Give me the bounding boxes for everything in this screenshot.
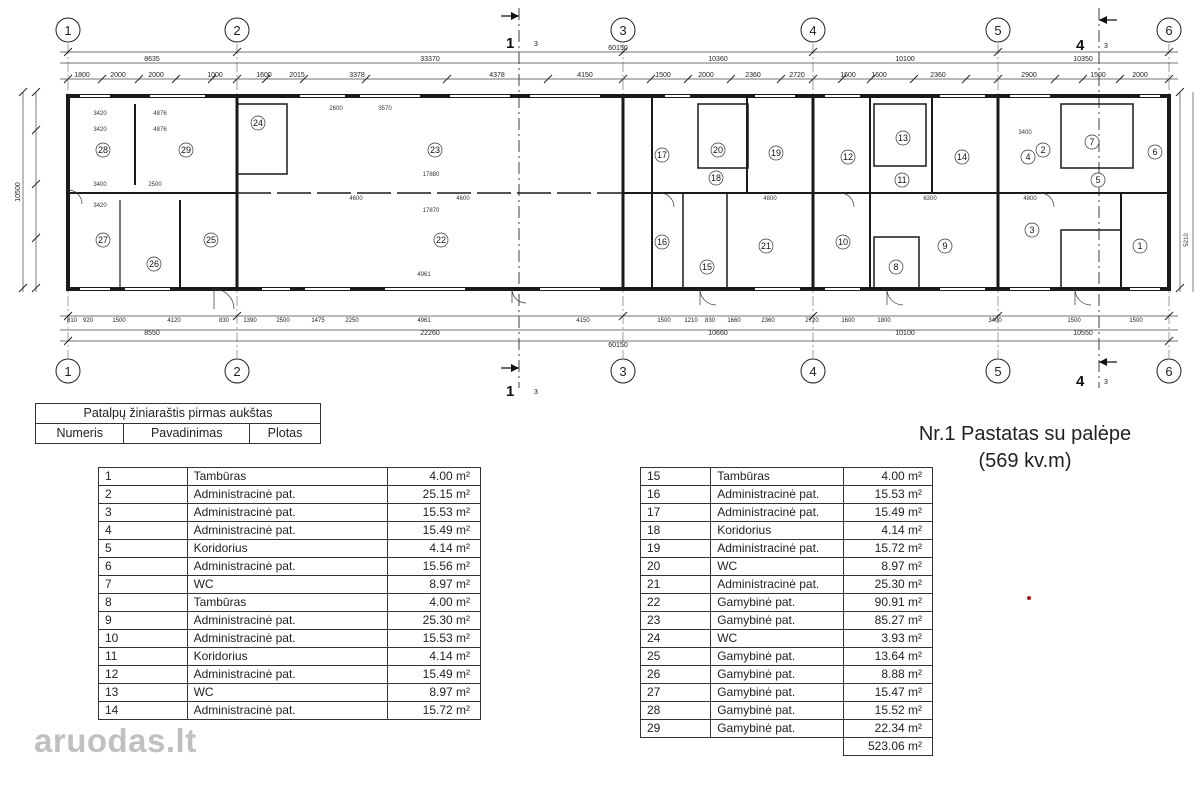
dimension-label: 830 <box>704 318 716 324</box>
dimension-label: 3420 <box>93 203 107 209</box>
axis-label: 1 <box>64 23 72 38</box>
room-number: 3 <box>1029 225 1035 235</box>
room-number: 13 <box>897 133 909 143</box>
dimension-label: 1600 <box>840 72 856 79</box>
room-number: 16 <box>656 237 668 247</box>
dimension-label: 4961 <box>417 318 431 324</box>
room-number: 22 <box>435 235 447 245</box>
room-number-cell: 2 <box>99 486 188 504</box>
room-name-cell: Administracinė pat. <box>711 576 844 594</box>
room-area-cell: 15.53 m² <box>388 504 481 522</box>
dimension-label: 1000 <box>207 72 223 79</box>
room-number-cell: 11 <box>99 648 188 666</box>
room-name-cell: Koridorius <box>187 540 388 558</box>
table-row <box>99 576 481 594</box>
room-area-cell: 4.00 m² <box>388 594 481 612</box>
room-number: 11 <box>897 175 907 185</box>
dimension-label: 17880 <box>422 172 440 178</box>
table-row <box>99 486 481 504</box>
room-name-cell: Administracinė pat. <box>187 558 388 576</box>
dimension-label: 1600 <box>871 72 887 79</box>
dimension-label: 1475 <box>311 318 325 324</box>
section-sub: 3 <box>1104 379 1108 386</box>
table-row <box>99 684 481 702</box>
room-schedule-left <box>98 467 481 720</box>
table-row <box>641 576 933 594</box>
table-row <box>99 540 481 558</box>
room-number-cell: 18 <box>641 522 711 540</box>
watermark-logo: aruodas.lt <box>34 722 197 759</box>
dimension-label: 1500 <box>1090 72 1106 79</box>
room-number-cell: 26 <box>641 666 711 684</box>
table-row <box>99 594 481 612</box>
axis-label: 1 <box>64 364 72 379</box>
schedule-title: Patalpų žiniaraštis pirmas aukštas <box>36 404 321 424</box>
room-area-cell: 4.00 m² <box>844 468 933 486</box>
dimension-label: 10360 <box>708 56 728 63</box>
room-area-cell: 15.47 m² <box>844 684 933 702</box>
room-area-cell: 4.00 m² <box>388 468 481 486</box>
room-number: 24 <box>252 118 264 128</box>
room-name-cell: Gamybinė pat. <box>711 594 844 612</box>
dimension-label: 1500 <box>1067 318 1081 324</box>
room-number-cell: 7 <box>99 576 188 594</box>
room-name-cell: Gamybinė pat. <box>711 720 844 738</box>
dimension-label: 60150 <box>608 342 628 349</box>
room-number-cell: 17 <box>641 504 711 522</box>
dimension-label: 2015 <box>289 72 305 79</box>
dimension-label: 2360 <box>745 72 761 79</box>
door-swings <box>68 190 1091 309</box>
axis-label: 5 <box>994 364 1002 379</box>
table-row <box>641 630 933 648</box>
dimension-label: 3420 <box>93 127 107 133</box>
room-name-cell: WC <box>711 558 844 576</box>
room-number: 7 <box>1089 137 1095 147</box>
room-number: 19 <box>770 148 782 158</box>
dimension-label: 1500 <box>1129 318 1143 324</box>
dimension-label: 33370 <box>420 56 440 63</box>
dimension-label: 2500 <box>276 318 290 324</box>
dimension-label: 5210 <box>1184 233 1190 247</box>
room-number-cell: 22 <box>641 594 711 612</box>
dimension-label: 2360 <box>761 318 775 324</box>
axis-label: 6 <box>1165 23 1173 38</box>
dimension-label: 2000 <box>110 72 126 79</box>
room-number-cell: 4 <box>99 522 188 540</box>
dimension-label: 830 <box>218 318 230 324</box>
room-area-cell: 4.14 m² <box>388 648 481 666</box>
room-number: 2 <box>1040 145 1046 155</box>
door-icon <box>700 289 716 305</box>
room-area-cell: 8.88 m² <box>844 666 933 684</box>
room-number: 25 <box>205 235 217 245</box>
door-icon <box>214 289 234 309</box>
room-number: 5 <box>1095 175 1101 185</box>
room-number-cell: 23 <box>641 612 711 630</box>
axis-bubbles-bottom <box>56 359 1181 383</box>
dimension-texts-bottom <box>67 318 1143 349</box>
dimension-label: 8635 <box>144 56 160 63</box>
dimension-label: 2900 <box>1021 72 1037 79</box>
axis-label: 3 <box>619 364 627 379</box>
room-number: 14 <box>956 152 968 162</box>
room-name-cell: Administracinė pat. <box>187 612 388 630</box>
room-name-cell: WC <box>187 576 388 594</box>
dimension-label: 10660 <box>708 330 728 337</box>
dimension-label: 3420 <box>93 111 107 117</box>
dimension-label: 3400 <box>93 182 107 188</box>
dimension-label: 4600 <box>349 196 363 202</box>
dimension-label: 1600 <box>841 318 855 324</box>
room-number: 10 <box>837 237 849 247</box>
room-name-cell: Koridorius <box>711 522 844 540</box>
room-name-cell: Administracinė pat. <box>187 630 388 648</box>
room-area-cell: 15.72 m² <box>388 702 481 720</box>
room-name-cell: Gamybinė pat. <box>711 648 844 666</box>
dimension-label: 1500 <box>112 318 126 324</box>
dimension-label: 1800 <box>74 72 90 79</box>
dimension-label: 2000 <box>1132 72 1148 79</box>
room-number-cell: 24 <box>641 630 711 648</box>
building-area: (569 kv.m) <box>978 450 1072 472</box>
table-row <box>641 486 933 504</box>
dimension-label: 2720 <box>789 72 805 79</box>
table-row <box>99 630 481 648</box>
dimension-label: 3400 <box>988 318 1002 324</box>
room-number: 20 <box>712 145 724 155</box>
dimension-label: 17870 <box>422 208 440 214</box>
marker-dot <box>1027 596 1031 600</box>
room-number: 26 <box>148 259 160 269</box>
dimension-label: 8550 <box>144 330 160 337</box>
room-area-cell: 4.14 m² <box>844 522 933 540</box>
room-area-cell: 15.49 m² <box>388 666 481 684</box>
room-name-cell: WC <box>711 630 844 648</box>
dimension-label: 2500 <box>148 182 162 188</box>
room-number: 17 <box>656 150 668 160</box>
dimension-label: 1800 <box>877 318 891 324</box>
dimension-label: 2250 <box>345 318 359 324</box>
table-row <box>99 558 481 576</box>
room-area-cell: 22.34 m² <box>844 720 933 738</box>
room-number: 9 <box>942 241 948 251</box>
dimension-label: 920 <box>82 318 94 324</box>
room-area-cell: 8.97 m² <box>844 558 933 576</box>
room-area-cell: 8.97 m² <box>388 684 481 702</box>
room-number-cell: 27 <box>641 684 711 702</box>
wc-block <box>1061 104 1133 168</box>
dimension-label: 10100 <box>895 330 915 337</box>
room-area-cell: 15.72 m² <box>844 540 933 558</box>
section-label: 1 <box>506 383 515 400</box>
arrowhead-icon <box>1099 16 1107 24</box>
room-name-cell: Koridorius <box>187 648 388 666</box>
room-name-cell: Administracinė pat. <box>187 504 388 522</box>
room-number: 1 <box>1137 241 1143 251</box>
axis-label: 2 <box>233 364 241 379</box>
axis-gridlines <box>68 44 1169 358</box>
room-number-cell: 19 <box>641 540 711 558</box>
room-area-cell: 15.49 m² <box>388 522 481 540</box>
dimension-label: 1500 <box>657 318 671 324</box>
axis-label: 3 <box>619 23 627 38</box>
room-number: 27 <box>97 235 109 245</box>
room-name-cell: Tambūras <box>711 468 844 486</box>
wc-block <box>698 104 748 168</box>
dimension-label: 3400 <box>1018 130 1032 136</box>
room-number-cell: 16 <box>641 486 711 504</box>
dimension-label: 4378 <box>489 72 505 79</box>
room-name-cell: Administracinė pat. <box>711 486 844 504</box>
dimension-label: 10350 <box>1073 56 1093 63</box>
dimension-ticks <box>19 48 1184 345</box>
room-number-cell: 9 <box>99 612 188 630</box>
dimension-label: 3570 <box>378 106 392 112</box>
dimension-label: 4120 <box>167 318 181 324</box>
table-row <box>641 504 933 522</box>
room-name-cell: Administracinė pat. <box>187 702 388 720</box>
room-number-cell: 3 <box>99 504 188 522</box>
dimension-label: 2720 <box>805 318 819 324</box>
room-number-cell: 28 <box>641 702 711 720</box>
wc-block <box>237 104 287 174</box>
arrowhead-icon <box>511 364 519 372</box>
door-icon <box>660 193 674 207</box>
vestibule-block <box>1061 230 1121 288</box>
room-name-cell: Gamybinė pat. <box>711 684 844 702</box>
axis-label: 4 <box>809 364 817 379</box>
room-area-cell: 15.56 m² <box>388 558 481 576</box>
room-area-cell: 4.14 m² <box>388 540 481 558</box>
table-row <box>99 504 481 522</box>
total-row <box>641 738 933 756</box>
room-number-cell: 12 <box>99 666 188 684</box>
table-row <box>99 648 481 666</box>
table-row <box>99 702 481 720</box>
door-icon <box>887 289 903 305</box>
room-name-cell: Administracinė pat. <box>187 486 388 504</box>
room-area-cell: 8.97 m² <box>388 576 481 594</box>
door-icon <box>1040 193 1054 207</box>
room-schedule-right <box>640 467 933 756</box>
arrowhead-icon <box>1099 358 1107 366</box>
building-walls <box>68 96 1169 289</box>
table-row <box>641 666 933 684</box>
room-name-cell: Administracinė pat. <box>187 666 388 684</box>
table-row <box>99 522 481 540</box>
dimension-label: 2600 <box>329 106 343 112</box>
dimension-label: 1660 <box>727 318 741 324</box>
table-row <box>99 468 481 486</box>
room-number: 18 <box>710 173 722 183</box>
dimension-label: 60150 <box>608 45 628 52</box>
room-area-cell: 15.52 m² <box>844 702 933 720</box>
column-header: Pavadinimas <box>124 424 250 444</box>
dimension-label: 4600 <box>456 196 470 202</box>
column-header: Plotas <box>250 424 321 444</box>
axis-label: 4 <box>809 23 817 38</box>
room-number: 23 <box>429 145 441 155</box>
room-name-cell: Gamybinė pat. <box>711 666 844 684</box>
table-row <box>641 522 933 540</box>
room-number-cell: 20 <box>641 558 711 576</box>
room-number: 29 <box>180 145 192 155</box>
arrowhead-icon <box>511 12 519 20</box>
room-name-cell: WC <box>187 684 388 702</box>
room-name-cell: Administracinė pat. <box>711 504 844 522</box>
dimension-label: 4150 <box>577 72 593 79</box>
dimension-label: 2360 <box>930 72 946 79</box>
dimension-label: 810 <box>66 318 78 324</box>
room-number-cell: 13 <box>99 684 188 702</box>
dimension-label: 1600 <box>256 72 272 79</box>
building-name: Nr.1 Pastatas su palėpe <box>918 423 1132 445</box>
section-label: 1 <box>506 35 515 52</box>
axis-label: 5 <box>994 23 1002 38</box>
room-number: 12 <box>842 152 854 162</box>
dimension-label: 4150 <box>576 318 590 324</box>
room-area-cell: 25.30 m² <box>388 612 481 630</box>
room-number: 6 <box>1152 147 1158 157</box>
door-icon <box>840 193 854 207</box>
room-number-cell: 21 <box>641 576 711 594</box>
schedule-header-table <box>35 403 321 444</box>
table-row <box>641 720 933 738</box>
dimension-label: 2000 <box>148 72 164 79</box>
table-row <box>641 558 933 576</box>
room-number: 21 <box>760 241 772 251</box>
section-labels <box>506 35 1108 400</box>
dimension-label: 22260 <box>420 330 440 337</box>
table-row <box>99 612 481 630</box>
table-row <box>641 612 933 630</box>
table-row <box>641 702 933 720</box>
room-number-cell: 10 <box>99 630 188 648</box>
room-number: 4 <box>1025 152 1031 162</box>
section-sub: 3 <box>1104 43 1108 50</box>
room-name-cell: Tambūras <box>187 594 388 612</box>
dimension-label: 1500 <box>655 72 671 79</box>
room-number: 15 <box>701 262 713 272</box>
dimension-label: 4800 <box>763 196 777 202</box>
section-sub: 3 <box>534 389 538 396</box>
table-row <box>641 540 933 558</box>
room-name-cell: Administracinė pat. <box>711 540 844 558</box>
dimension-label: 6300 <box>923 196 937 202</box>
column-header: Numeris <box>36 424 124 444</box>
section-label: 4 <box>1076 37 1085 54</box>
dimension-label: 4876 <box>153 111 167 117</box>
dimension-label: 10100 <box>895 56 915 63</box>
dimension-label: 4800 <box>1023 196 1037 202</box>
room-number-cell: 14 <box>99 702 188 720</box>
room-number: 28 <box>97 145 109 155</box>
room-name-cell: Tambūras <box>187 468 388 486</box>
dimension-label: 1210 <box>684 318 698 324</box>
room-area-cell: 3.93 m² <box>844 630 933 648</box>
room-name-cell: Gamybinė pat. <box>711 612 844 630</box>
dimension-label: 4961 <box>417 272 431 278</box>
room-area-cell: 13.64 m² <box>844 648 933 666</box>
room-area-cell: 15.53 m² <box>844 486 933 504</box>
room-area-cell: 90.91 m² <box>844 594 933 612</box>
dimension-texts-top <box>74 45 1148 79</box>
room-number-cell: 5 <box>99 540 188 558</box>
room-area-cell: 15.53 m² <box>388 630 481 648</box>
table-row <box>641 684 933 702</box>
room-number-cell: 25 <box>641 648 711 666</box>
room-number-cell: 6 <box>99 558 188 576</box>
room-area-cell: 85.27 m² <box>844 612 933 630</box>
room-tags <box>96 116 1162 274</box>
room-name-cell: Administracinė pat. <box>187 522 388 540</box>
room-number-cell: 8 <box>99 594 188 612</box>
table-row <box>641 648 933 666</box>
axis-bubbles-top <box>56 18 1181 42</box>
axis-label: 2 <box>233 23 241 38</box>
room-number-cell: 15 <box>641 468 711 486</box>
room-area-cell: 15.49 m² <box>844 504 933 522</box>
room-number-cell: 1 <box>99 468 188 486</box>
dimension-label: 10550 <box>1073 330 1093 337</box>
door-icon <box>1075 289 1091 305</box>
total-area: 523.06 m² <box>844 738 933 756</box>
dimension-label: 2000 <box>698 72 714 79</box>
axis-label: 6 <box>1165 364 1173 379</box>
dimension-label: 1390 <box>243 318 257 324</box>
room-area-cell: 25.15 m² <box>388 486 481 504</box>
dimension-label: 10500 <box>15 182 22 202</box>
table-row <box>641 594 933 612</box>
section-sub: 3 <box>534 41 538 48</box>
dimension-label: 3378 <box>349 72 365 79</box>
building-title <box>880 421 1170 475</box>
room-name-cell: Gamybinė pat. <box>711 702 844 720</box>
room-area-cell: 25.30 m² <box>844 576 933 594</box>
dimension-label: 4876 <box>153 127 167 133</box>
room-number-cell: 29 <box>641 720 711 738</box>
table-row <box>99 666 481 684</box>
room-number: 8 <box>893 262 899 272</box>
section-label: 4 <box>1076 373 1085 390</box>
